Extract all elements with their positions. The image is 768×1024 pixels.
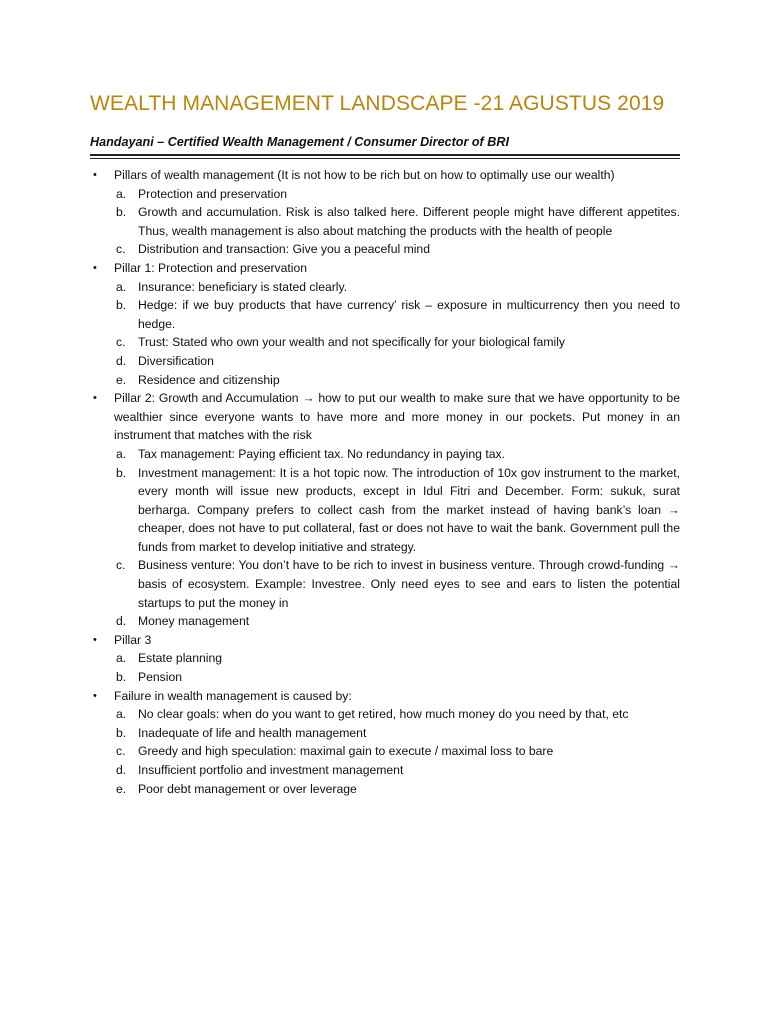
sub-item xyxy=(114,612,680,631)
sub-item-text: Inadequate of life and health management xyxy=(138,725,367,740)
header-divider xyxy=(90,154,680,156)
sub-item xyxy=(114,724,680,743)
sub-item xyxy=(114,705,680,724)
bullet-icon: • xyxy=(93,689,97,702)
sub-list xyxy=(114,705,680,798)
sub-item-marker: a. xyxy=(116,651,127,666)
sub-item xyxy=(114,649,680,668)
document-subtitle: Handayani – Certified Wealth Management / Consumer Director of BRI xyxy=(90,135,509,149)
sub-list xyxy=(114,445,680,631)
sub-item-text: Tax management: Paying efficient tax. No redundancy in paying tax. xyxy=(138,446,505,461)
sub-item xyxy=(114,203,680,240)
sub-item-marker: b. xyxy=(116,298,127,313)
sub-item xyxy=(114,185,680,204)
sub-item-text: Diversification xyxy=(138,353,214,368)
bullet-item xyxy=(90,389,680,631)
sub-item-marker: d. xyxy=(116,614,127,629)
sub-item-text: Greedy and high speculation: maximal gain to execute / maximal loss to bare xyxy=(138,744,554,759)
sub-item-text: Protection and preservation xyxy=(138,186,288,201)
sub-item-marker: c. xyxy=(116,558,126,573)
bullet-icon: • xyxy=(93,169,97,181)
sub-item xyxy=(114,761,680,780)
sub-item xyxy=(114,240,680,259)
document-body xyxy=(90,166,680,798)
bullet-text: Pillar 3 xyxy=(114,632,152,647)
bullet-text: Failure in wealth management is caused by: xyxy=(114,688,352,703)
bullet-item xyxy=(90,687,680,799)
sub-item-marker: c. xyxy=(116,744,126,759)
sub-list xyxy=(114,278,680,390)
bullet-icon: • xyxy=(93,633,97,646)
sub-list xyxy=(114,185,680,259)
sub-item-marker: b. xyxy=(116,725,127,740)
bullet-icon: • xyxy=(93,392,97,405)
sub-list xyxy=(114,649,680,686)
sub-item-marker: c. xyxy=(116,242,126,257)
sub-item-marker: c. xyxy=(116,335,126,350)
bullet-item xyxy=(90,166,680,259)
sub-item-text: Pension xyxy=(138,670,183,685)
bullet-text: Pillar 1: Protection and preservation xyxy=(114,260,308,275)
bullet-icon: • xyxy=(93,261,97,274)
sub-item-marker: a. xyxy=(116,707,127,722)
sub-item-marker: a. xyxy=(116,446,127,461)
sub-item-text: Insurance: beneficiary is stated clearly. xyxy=(138,279,348,294)
sub-item xyxy=(114,278,680,297)
bullet-text: Pillar 2: Growth and Accumulation → how to put our wealth to make sure that we have opportunity to be wealthier since everyone wants to have more and more money in our pockets. Put money in an instrument that matches with the risk xyxy=(114,391,680,443)
sub-item-text: Distribution and transaction: Give you a peaceful mind xyxy=(138,242,430,257)
bullet-item xyxy=(90,631,680,687)
sub-item-text: No clear goals: when do you want to get retired, how much money do you need by that, etc xyxy=(138,707,629,722)
bullet-text: Pillars of wealth management (It is not how to be rich but on how to optimally use our wealth) xyxy=(114,168,615,182)
sub-item-text: Residence and citizenship xyxy=(138,372,280,387)
sub-item-text: Trust: Stated who own your wealth and not specifically for your biological family xyxy=(138,335,565,350)
sub-item xyxy=(114,742,680,761)
sub-item-text: Hedge: if we buy products that have currency’ risk – exposure in multicurrency then you need to hedge. xyxy=(138,298,680,331)
document-title: WEALTH MANAGEMENT LANDSCAPE -21 AGUSTUS 2019 xyxy=(90,92,665,115)
sub-item-marker: a. xyxy=(116,186,127,201)
bullet-item xyxy=(90,259,680,389)
sub-item-marker: a. xyxy=(116,279,127,294)
sub-item-marker: d. xyxy=(116,763,127,777)
sub-item-marker: b. xyxy=(116,465,127,480)
header-divider-thin xyxy=(90,158,680,159)
sub-item-text: Money management xyxy=(138,614,250,629)
sub-item-marker: d. xyxy=(116,353,127,368)
sub-item-text: Estate planning xyxy=(138,651,223,666)
sub-item xyxy=(114,556,680,612)
sub-item-marker: b. xyxy=(116,670,127,685)
sub-item xyxy=(114,445,680,464)
sub-item xyxy=(114,352,680,371)
sub-item xyxy=(114,333,680,352)
sub-item xyxy=(114,464,680,557)
sub-item-marker: e. xyxy=(116,781,127,796)
sub-item-marker: e. xyxy=(116,372,127,387)
sub-item xyxy=(114,668,680,687)
sub-item xyxy=(114,780,680,799)
bullet-list xyxy=(90,166,680,798)
sub-item-text: Business venture: You don’t have to be rich to invest in business venture. Through crowd-funding → basis of ecosystem. Example: Investree. Only need eyes to see and ears to listen the potential startups to put the money in xyxy=(138,558,680,610)
sub-item-text: Insufficient portfolio and investment management xyxy=(138,763,404,777)
sub-item-text: Investment management: It is a hot topic now. The introduction of 10x gov instrument to the market, every month will issue new products, except in Idul Fitri and December. Form: sukuk, surat berharga. Company prefers to collect cash from the market instead of having bank’s loan → cheaper, does not have to put collateral, fast or does not have to wait the bank. Government pull the funds from market to develop initiative and strategy. xyxy=(138,465,680,554)
sub-item xyxy=(114,371,680,390)
sub-item xyxy=(114,296,680,333)
sub-item-marker: b. xyxy=(116,205,127,220)
sub-item-text: Growth and accumulation. Risk is also talked here. Different people might have different appetites. Thus, wealth management is also about matching the products with the health of people xyxy=(138,205,680,238)
sub-item-text: Poor debt management or over leverage xyxy=(138,781,357,796)
